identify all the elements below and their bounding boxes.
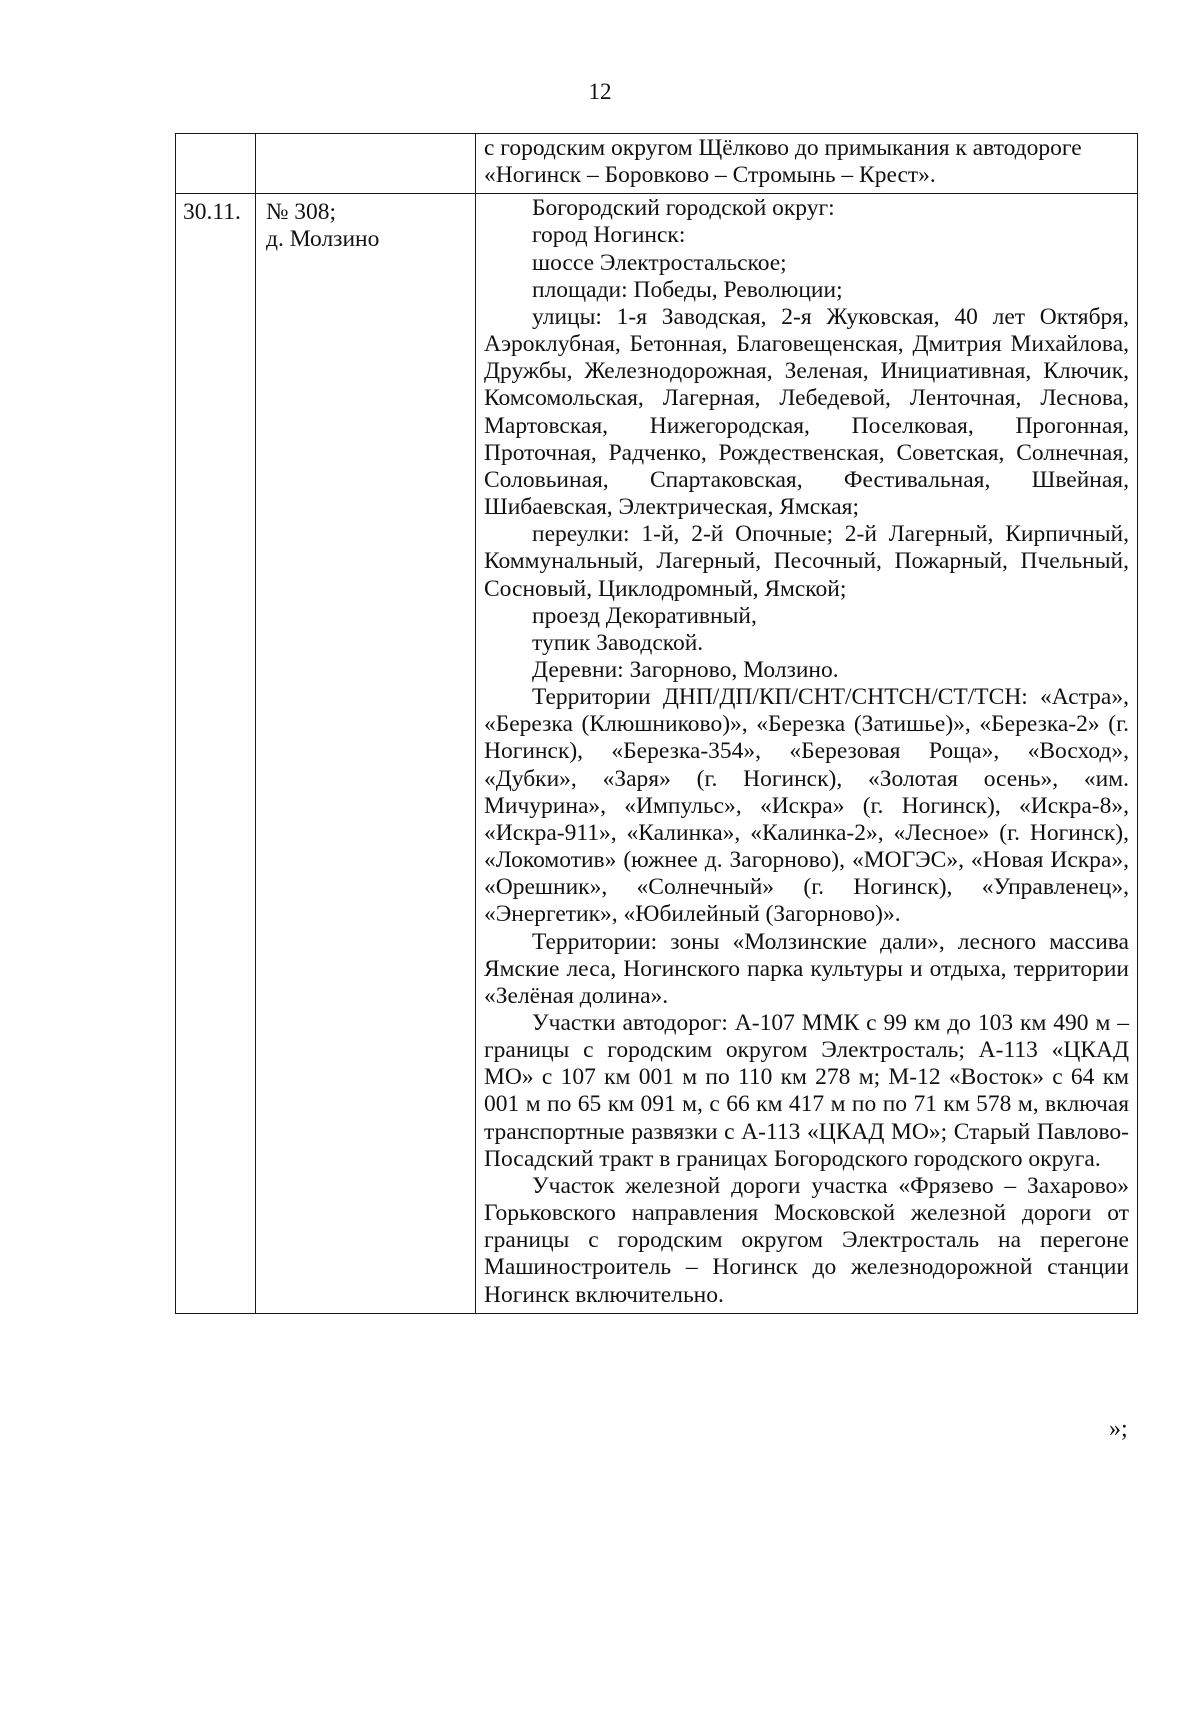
- route-name: д. Молзино: [266, 226, 380, 253]
- highways-text: шоссе Электростальское;: [532, 249, 787, 276]
- description-cell: [476, 194, 1138, 1313]
- territories-text: Территории ДНП/ДП/КП/СНТ/СНТСН/СТ/ТСН: «Астра», «Березка (Клюшниково)», «Березка (Затишье)», «Березка-2» (г. Ногинск), «Березка-354», «Березовая Роща», «Восход», «Дубки», «Заря» (г. Ногинск), «Золотая осень», «им. Мичурина», «Импульс», «Искра» (г. Ногинск), «Искра-8», «Искра-911», «Калинка», «Калинка-2», «Лесное» (г. Ногинск), «Локомотив» (южнее д. Загорново), «МОГЭС», «Новая Искра», «Орешник», «Солнечный» (г. Ногинск), «Управленец», «Энергетик», «Юбилейный (Загорново)».: [484, 684, 1129, 928]
- squares-text: площади: Победы, Революции;: [532, 276, 843, 303]
- table-row: [176, 134, 1138, 194]
- page-number: 12: [588, 79, 612, 104]
- lanes-text: переулки: 1-й, 2-й Опочные; 2-й Лагерный, Кирпичный, Коммунальный, Лагерный, Песочный, Пожарный, Пчельный, Сосновый, Циклодромный, Ямской;: [484, 521, 1129, 602]
- railway-text: Участок железной дороги участка «Фрязево – Захарово» Горьковского направления Московской железной дороги от границы с городским округом Электросталь на перегоне Машиностроитель – Ногинск до железнодорожной станции Ногинск включительно.: [484, 1172, 1129, 1308]
- deadend-text: тупик Заводской.: [532, 629, 704, 656]
- description-cell: [476, 134, 1138, 194]
- route-cell: [256, 134, 476, 194]
- route-table: [175, 133, 1138, 1314]
- villages-text: Деревни: Загорново, Молзино.: [532, 656, 839, 683]
- roads-text: Участки автодорог: А-107 ММК с 99 км до 103 км 490 м – границы с городским округом Электросталь; А-113 «ЦКАД МО» с 107 км 001 м по 110 км 278 м; М-12 «Восток» с 64 км 001 м по 65 км 091 м, с 66 км 417 м по по 71 км 578 м, включая транспортные развязки с А-113 «ЦКАД МО»; Старый Павлово-Посадский тракт в границах Богородского городского округа.: [484, 1010, 1129, 1172]
- date-cell: [176, 134, 256, 194]
- continuation-text: с городским округом Щёлково до примыкания к автодороге «Ногинск – Боровково – Стромынь – Крест».: [484, 135, 1082, 189]
- city-heading: город Ногинск:: [532, 222, 686, 249]
- streets-text: улицы: 1-я Заводская, 2-я Жуковская, 40 лет Октября, Аэроклубная, Бетонная, Благовещенская, Дмитрия Михайлова, Дружбы, Железнодорожная, Зеленая, Инициативная, Ключик, Комсомольская, Лагерная, Лебедевой, Ленточная, Леснова, Мартовская, Нижегородская, Поселковая, Прогонная, Проточная, Радченко, Рождественская, Советская, Солнечная, Соловьиная, Спартаковская, Фестивальная, Швейная, Шибаевская, Электрическая, Ямская;: [484, 303, 1129, 521]
- route-cell: [256, 194, 476, 1313]
- table-row: [176, 194, 1138, 1313]
- date-cell: 30.11.: [176, 194, 256, 1313]
- district-heading: Богородский городской округ:: [532, 195, 835, 222]
- passage-text: проезд Декоративный,: [532, 602, 757, 629]
- route-number: № 308;: [266, 199, 337, 226]
- closing-quote-mark: »;: [1109, 1416, 1128, 1442]
- zones-text: Территории: зоны «Молзинские дали», лесного массива Ямские леса, Ногинского парка культуры и отдыха, территории «Зелёная долина».: [484, 928, 1129, 1009]
